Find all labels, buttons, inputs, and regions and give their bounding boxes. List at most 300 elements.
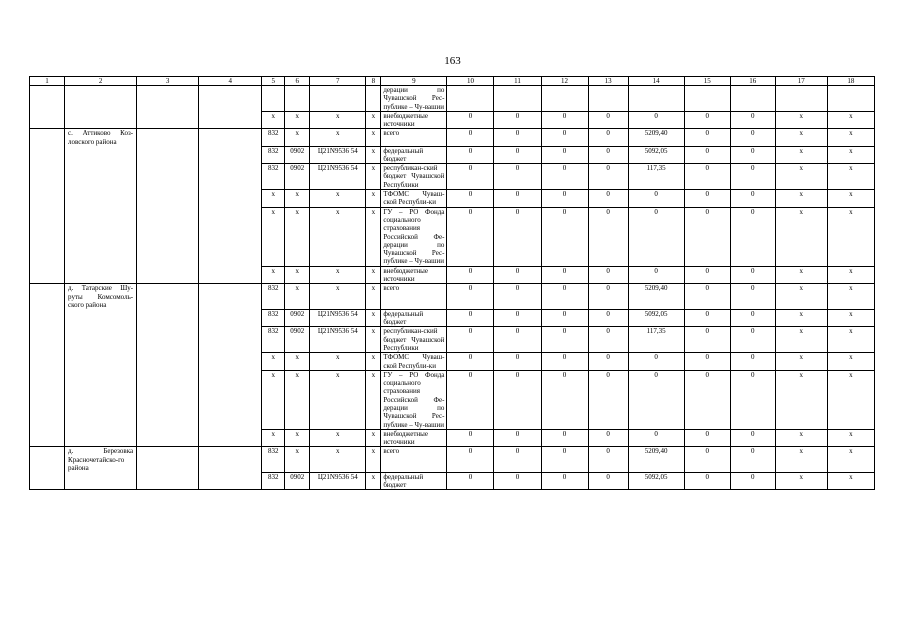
expense-type: х: [366, 190, 381, 208]
value-cell: 0: [684, 472, 730, 490]
admin-code: 832: [262, 472, 285, 490]
value-cell: 0: [447, 190, 494, 208]
funding-source: ГУ – РО Фонда социального страхования Российской Фе-дерации по Чувашской Рес-публике – Чу-вашии: [381, 207, 447, 266]
value-cell: 0: [447, 146, 494, 164]
table-row: [30, 146, 875, 164]
funding-source: всего: [381, 284, 447, 309]
section-code: 0902: [285, 146, 310, 164]
value-cell: 0: [730, 129, 775, 146]
empty-cell: [65, 472, 137, 490]
admin-code: [262, 86, 285, 112]
table-row: [30, 353, 875, 371]
empty-cell: [137, 309, 199, 327]
value-cell: 0: [730, 353, 775, 371]
value-cell: [541, 86, 588, 112]
value-cell: х: [827, 447, 874, 472]
value-cell: 0: [588, 146, 628, 164]
value-cell: [588, 86, 628, 112]
table-row: [30, 190, 875, 208]
value-cell: х: [775, 164, 827, 190]
column-number: 15: [684, 77, 730, 86]
value-cell: 0: [494, 472, 541, 490]
value-cell: 0: [730, 164, 775, 190]
value-cell: 0: [494, 164, 541, 190]
value-cell: 0: [541, 327, 588, 353]
value-cell: х: [827, 327, 874, 353]
section-code: х: [285, 111, 310, 129]
value-cell: 0: [494, 447, 541, 472]
value-cell: 0: [494, 370, 541, 429]
value-cell: х: [827, 353, 874, 371]
value-cell: 0: [588, 190, 628, 208]
value-cell: 0: [447, 164, 494, 190]
value-cell: 0: [494, 129, 541, 146]
value-cell: 0: [684, 284, 730, 309]
column-number: 3: [137, 77, 199, 86]
value-cell: х: [827, 429, 874, 447]
target-article: х: [310, 447, 366, 472]
funding-source: внебюджетные источники: [381, 111, 447, 129]
empty-cell: [199, 164, 262, 190]
section-code: 0902: [285, 327, 310, 353]
column-number: 1: [30, 77, 65, 86]
value-cell: 0: [588, 370, 628, 429]
table-row: [30, 429, 875, 447]
target-article: Ц21N9536 54: [310, 309, 366, 327]
expense-type: [366, 86, 381, 112]
column-number: 16: [730, 77, 775, 86]
value-cell: [494, 86, 541, 112]
value-cell: 5209,40: [628, 284, 684, 309]
value-cell: х: [827, 146, 874, 164]
value-cell: 117,35: [628, 164, 684, 190]
expense-type: х: [366, 327, 381, 353]
value-cell: х: [775, 370, 827, 429]
table-row: [30, 207, 875, 266]
value-cell: 0: [684, 309, 730, 327]
expense-type: х: [366, 370, 381, 429]
expense-type: х: [366, 353, 381, 371]
value-cell: [730, 86, 775, 112]
empty-cell: [199, 447, 262, 472]
value-cell: х: [775, 353, 827, 371]
value-cell: 0: [447, 284, 494, 309]
section-code: х: [285, 370, 310, 429]
admin-code: 832: [262, 146, 285, 164]
empty-cell: [65, 327, 137, 353]
value-cell: 0: [730, 111, 775, 129]
value-cell: 0: [588, 266, 628, 284]
value-cell: 5092,05: [628, 472, 684, 490]
section-code: х: [285, 353, 310, 371]
empty-cell: [199, 86, 262, 112]
admin-code: 832: [262, 327, 285, 353]
table-row: [30, 86, 875, 112]
empty-cell: [30, 284, 65, 309]
empty-cell: [199, 429, 262, 447]
empty-cell: [30, 111, 65, 129]
value-cell: 0: [541, 309, 588, 327]
value-cell: 0: [588, 327, 628, 353]
empty-cell: [199, 327, 262, 353]
empty-cell: [30, 190, 65, 208]
empty-cell: [137, 284, 199, 309]
value-cell: 0: [447, 447, 494, 472]
value-cell: 0: [628, 353, 684, 371]
empty-cell: [65, 309, 137, 327]
value-cell: 0: [684, 370, 730, 429]
value-cell: 0: [447, 353, 494, 371]
empty-cell: [65, 190, 137, 208]
value-cell: 0: [730, 429, 775, 447]
empty-cell: [199, 129, 262, 146]
value-cell: 0: [494, 207, 541, 266]
value-cell: 0: [628, 190, 684, 208]
value-cell: 0: [730, 190, 775, 208]
value-cell: 0: [541, 353, 588, 371]
value-cell: 0: [447, 472, 494, 490]
value-cell: х: [775, 129, 827, 146]
target-article: [310, 86, 366, 112]
expense-type: х: [366, 429, 381, 447]
target-article: Ц21N9536 54: [310, 472, 366, 490]
column-number: 8: [366, 77, 381, 86]
value-cell: 0: [588, 429, 628, 447]
value-cell: 0: [628, 266, 684, 284]
funding-source: федеральный бюджет: [381, 472, 447, 490]
value-cell: 0: [730, 266, 775, 284]
value-cell: х: [827, 472, 874, 490]
column-number: 18: [827, 77, 874, 86]
section-code: 0902: [285, 472, 310, 490]
empty-cell: [137, 266, 199, 284]
admin-code: х: [262, 207, 285, 266]
value-cell: 0: [447, 327, 494, 353]
funding-source: ТФОМС Чуваш-ской Республи-ки: [381, 190, 447, 208]
section-code: х: [285, 190, 310, 208]
value-cell: х: [775, 207, 827, 266]
value-cell: 0: [730, 327, 775, 353]
value-cell: 0: [684, 111, 730, 129]
location-label: с. Аттиково Коз-ловского района: [65, 129, 137, 146]
empty-cell: [65, 353, 137, 371]
value-cell: 0: [730, 309, 775, 327]
column-number: 5: [262, 77, 285, 86]
section-code: 0902: [285, 309, 310, 327]
empty-cell: [199, 353, 262, 371]
empty-cell: [30, 207, 65, 266]
value-cell: 5092,05: [628, 309, 684, 327]
value-cell: 0: [684, 266, 730, 284]
value-cell: 0: [684, 129, 730, 146]
value-cell: 0: [588, 207, 628, 266]
empty-cell: [137, 353, 199, 371]
value-cell: 0: [588, 284, 628, 309]
value-cell: 0: [447, 309, 494, 327]
value-cell: 0: [494, 284, 541, 309]
admin-code: 832: [262, 129, 285, 146]
value-cell: [447, 86, 494, 112]
column-number-row: [30, 77, 875, 86]
value-cell: [628, 86, 684, 112]
section-code: х: [285, 284, 310, 309]
value-cell: 0: [730, 284, 775, 309]
empty-cell: [199, 309, 262, 327]
expense-type: х: [366, 111, 381, 129]
expense-type: х: [366, 146, 381, 164]
admin-code: 832: [262, 164, 285, 190]
value-cell: 0: [447, 370, 494, 429]
table-row: [30, 111, 875, 129]
empty-cell: [65, 164, 137, 190]
value-cell: х: [827, 129, 874, 146]
value-cell: 0: [684, 353, 730, 371]
expense-type: х: [366, 447, 381, 472]
column-number: 13: [588, 77, 628, 86]
value-cell: 0: [541, 190, 588, 208]
empty-cell: [137, 472, 199, 490]
column-number: 10: [447, 77, 494, 86]
empty-cell: [30, 164, 65, 190]
value-cell: [827, 86, 874, 112]
value-cell: 0: [628, 111, 684, 129]
funding-source: внебюджетные источники: [381, 429, 447, 447]
value-cell: 0: [588, 309, 628, 327]
empty-cell: [199, 146, 262, 164]
empty-cell: [199, 370, 262, 429]
empty-cell: [65, 370, 137, 429]
section-code: х: [285, 207, 310, 266]
value-cell: х: [775, 327, 827, 353]
value-cell: 0: [541, 111, 588, 129]
table-row: [30, 129, 875, 146]
value-cell: 0: [588, 447, 628, 472]
section-code: х: [285, 129, 310, 146]
empty-cell: [137, 111, 199, 129]
value-cell: 0: [494, 429, 541, 447]
value-cell: 0: [684, 146, 730, 164]
location-label: [65, 86, 137, 112]
expense-type: х: [366, 309, 381, 327]
value-cell: 5209,40: [628, 447, 684, 472]
admin-code: 832: [262, 309, 285, 327]
table-row: [30, 284, 875, 309]
table-row: [30, 266, 875, 284]
value-cell: х: [775, 284, 827, 309]
location-label: д. Татарские Шу-руты Комсомоль-ского района: [65, 284, 137, 309]
target-article: х: [310, 353, 366, 371]
admin-code: 832: [262, 284, 285, 309]
empty-cell: [137, 190, 199, 208]
empty-cell: [199, 207, 262, 266]
empty-cell: [30, 309, 65, 327]
target-article: Ц21N9536 54: [310, 327, 366, 353]
value-cell: х: [827, 266, 874, 284]
table-row: [30, 370, 875, 429]
value-cell: 0: [628, 429, 684, 447]
admin-code: х: [262, 190, 285, 208]
admin-code: 832: [262, 447, 285, 472]
value-cell: 0: [447, 207, 494, 266]
value-cell: 0: [541, 146, 588, 164]
empty-cell: [137, 447, 199, 472]
value-cell: 0: [684, 447, 730, 472]
expense-type: х: [366, 164, 381, 190]
value-cell: х: [827, 190, 874, 208]
value-cell: 0: [494, 111, 541, 129]
value-cell: 0: [541, 164, 588, 190]
empty-cell: [65, 146, 137, 164]
value-cell: 0: [588, 472, 628, 490]
value-cell: 5092,05: [628, 146, 684, 164]
column-number: 6: [285, 77, 310, 86]
empty-cell: [199, 472, 262, 490]
empty-cell: [137, 129, 199, 146]
value-cell: х: [827, 164, 874, 190]
funding-source: всего: [381, 447, 447, 472]
value-cell: х: [827, 370, 874, 429]
value-cell: 0: [447, 266, 494, 284]
empty-cell: [199, 284, 262, 309]
target-article: х: [310, 429, 366, 447]
value-cell: 0: [588, 353, 628, 371]
funding-source: дерации по Чувашской Рес-публике – Чу-вашии: [381, 86, 447, 112]
funding-source: внебюджетные источники: [381, 266, 447, 284]
value-cell: 0: [494, 190, 541, 208]
section-code: [285, 86, 310, 112]
section-code: х: [285, 429, 310, 447]
value-cell: х: [827, 284, 874, 309]
column-number: 9: [381, 77, 447, 86]
empty-cell: [30, 86, 65, 112]
empty-cell: [65, 207, 137, 266]
value-cell: 0: [588, 111, 628, 129]
empty-cell: [137, 429, 199, 447]
empty-cell: [30, 472, 65, 490]
target-article: х: [310, 266, 366, 284]
empty-cell: [137, 86, 199, 112]
value-cell: 0: [541, 447, 588, 472]
section-code: х: [285, 266, 310, 284]
empty-cell: [199, 111, 262, 129]
empty-cell: [30, 447, 65, 472]
empty-cell: [199, 190, 262, 208]
target-article: х: [310, 190, 366, 208]
value-cell: 0: [684, 164, 730, 190]
value-cell: 0: [684, 429, 730, 447]
value-cell: 0: [628, 370, 684, 429]
value-cell: 0: [541, 207, 588, 266]
value-cell: 0: [541, 429, 588, 447]
empty-cell: [30, 129, 65, 146]
target-article: Ц21N9536 54: [310, 164, 366, 190]
value-cell: х: [827, 207, 874, 266]
value-cell: 0: [684, 190, 730, 208]
empty-cell: [30, 146, 65, 164]
funding-source: федеральный бюджет: [381, 146, 447, 164]
funding-source: всего: [381, 129, 447, 146]
expense-type: х: [366, 129, 381, 146]
value-cell: х: [775, 447, 827, 472]
column-number: 11: [494, 77, 541, 86]
value-cell: 0: [628, 207, 684, 266]
column-number: 14: [628, 77, 684, 86]
column-number: 12: [541, 77, 588, 86]
value-cell: 0: [730, 370, 775, 429]
value-cell: 117,35: [628, 327, 684, 353]
value-cell: х: [775, 309, 827, 327]
page-number: 163: [444, 55, 461, 67]
expense-type: х: [366, 284, 381, 309]
value-cell: 0: [494, 327, 541, 353]
empty-cell: [30, 370, 65, 429]
admin-code: х: [262, 111, 285, 129]
expense-type: х: [366, 207, 381, 266]
value-cell: 5209,40: [628, 129, 684, 146]
value-cell: х: [775, 266, 827, 284]
value-cell: 0: [494, 309, 541, 327]
budget-table: [29, 76, 875, 490]
funding-source: ГУ – РО Фонда социального страхования Российской Фе-дерации по Чувашской Рес-публике – Чу-вашии: [381, 370, 447, 429]
target-article: х: [310, 111, 366, 129]
admin-code: х: [262, 370, 285, 429]
target-article: х: [310, 370, 366, 429]
value-cell: 0: [684, 327, 730, 353]
empty-cell: [65, 266, 137, 284]
section-code: х: [285, 447, 310, 472]
empty-cell: [137, 327, 199, 353]
value-cell: 0: [730, 207, 775, 266]
table-row: [30, 327, 875, 353]
expense-type: х: [366, 472, 381, 490]
table-row: [30, 472, 875, 490]
value-cell: 0: [588, 164, 628, 190]
empty-cell: [30, 429, 65, 447]
empty-cell: [30, 266, 65, 284]
target-article: х: [310, 207, 366, 266]
value-cell: 0: [730, 447, 775, 472]
column-number: 2: [65, 77, 137, 86]
value-cell: х: [775, 111, 827, 129]
value-cell: 0: [541, 129, 588, 146]
value-cell: 0: [494, 353, 541, 371]
funding-source: федеральный бюджет: [381, 309, 447, 327]
funding-source: ТФОМС Чуваш-ской Республи-ки: [381, 353, 447, 371]
value-cell: х: [827, 309, 874, 327]
value-cell: х: [775, 146, 827, 164]
value-cell: 0: [494, 146, 541, 164]
value-cell: 0: [541, 266, 588, 284]
empty-cell: [137, 146, 199, 164]
value-cell: х: [775, 472, 827, 490]
table-row: [30, 447, 875, 472]
empty-cell: [137, 207, 199, 266]
value-cell: 0: [541, 284, 588, 309]
value-cell: 0: [541, 472, 588, 490]
column-number: 4: [199, 77, 262, 86]
funding-source: республикан-ский бюджет Чувашской Республики: [381, 164, 447, 190]
value-cell: х: [827, 111, 874, 129]
empty-cell: [137, 164, 199, 190]
value-cell: х: [775, 190, 827, 208]
empty-cell: [65, 111, 137, 129]
empty-cell: [65, 429, 137, 447]
table-row: [30, 309, 875, 327]
admin-code: х: [262, 429, 285, 447]
value-cell: [775, 86, 827, 112]
column-number: 7: [310, 77, 366, 86]
value-cell: 0: [730, 146, 775, 164]
